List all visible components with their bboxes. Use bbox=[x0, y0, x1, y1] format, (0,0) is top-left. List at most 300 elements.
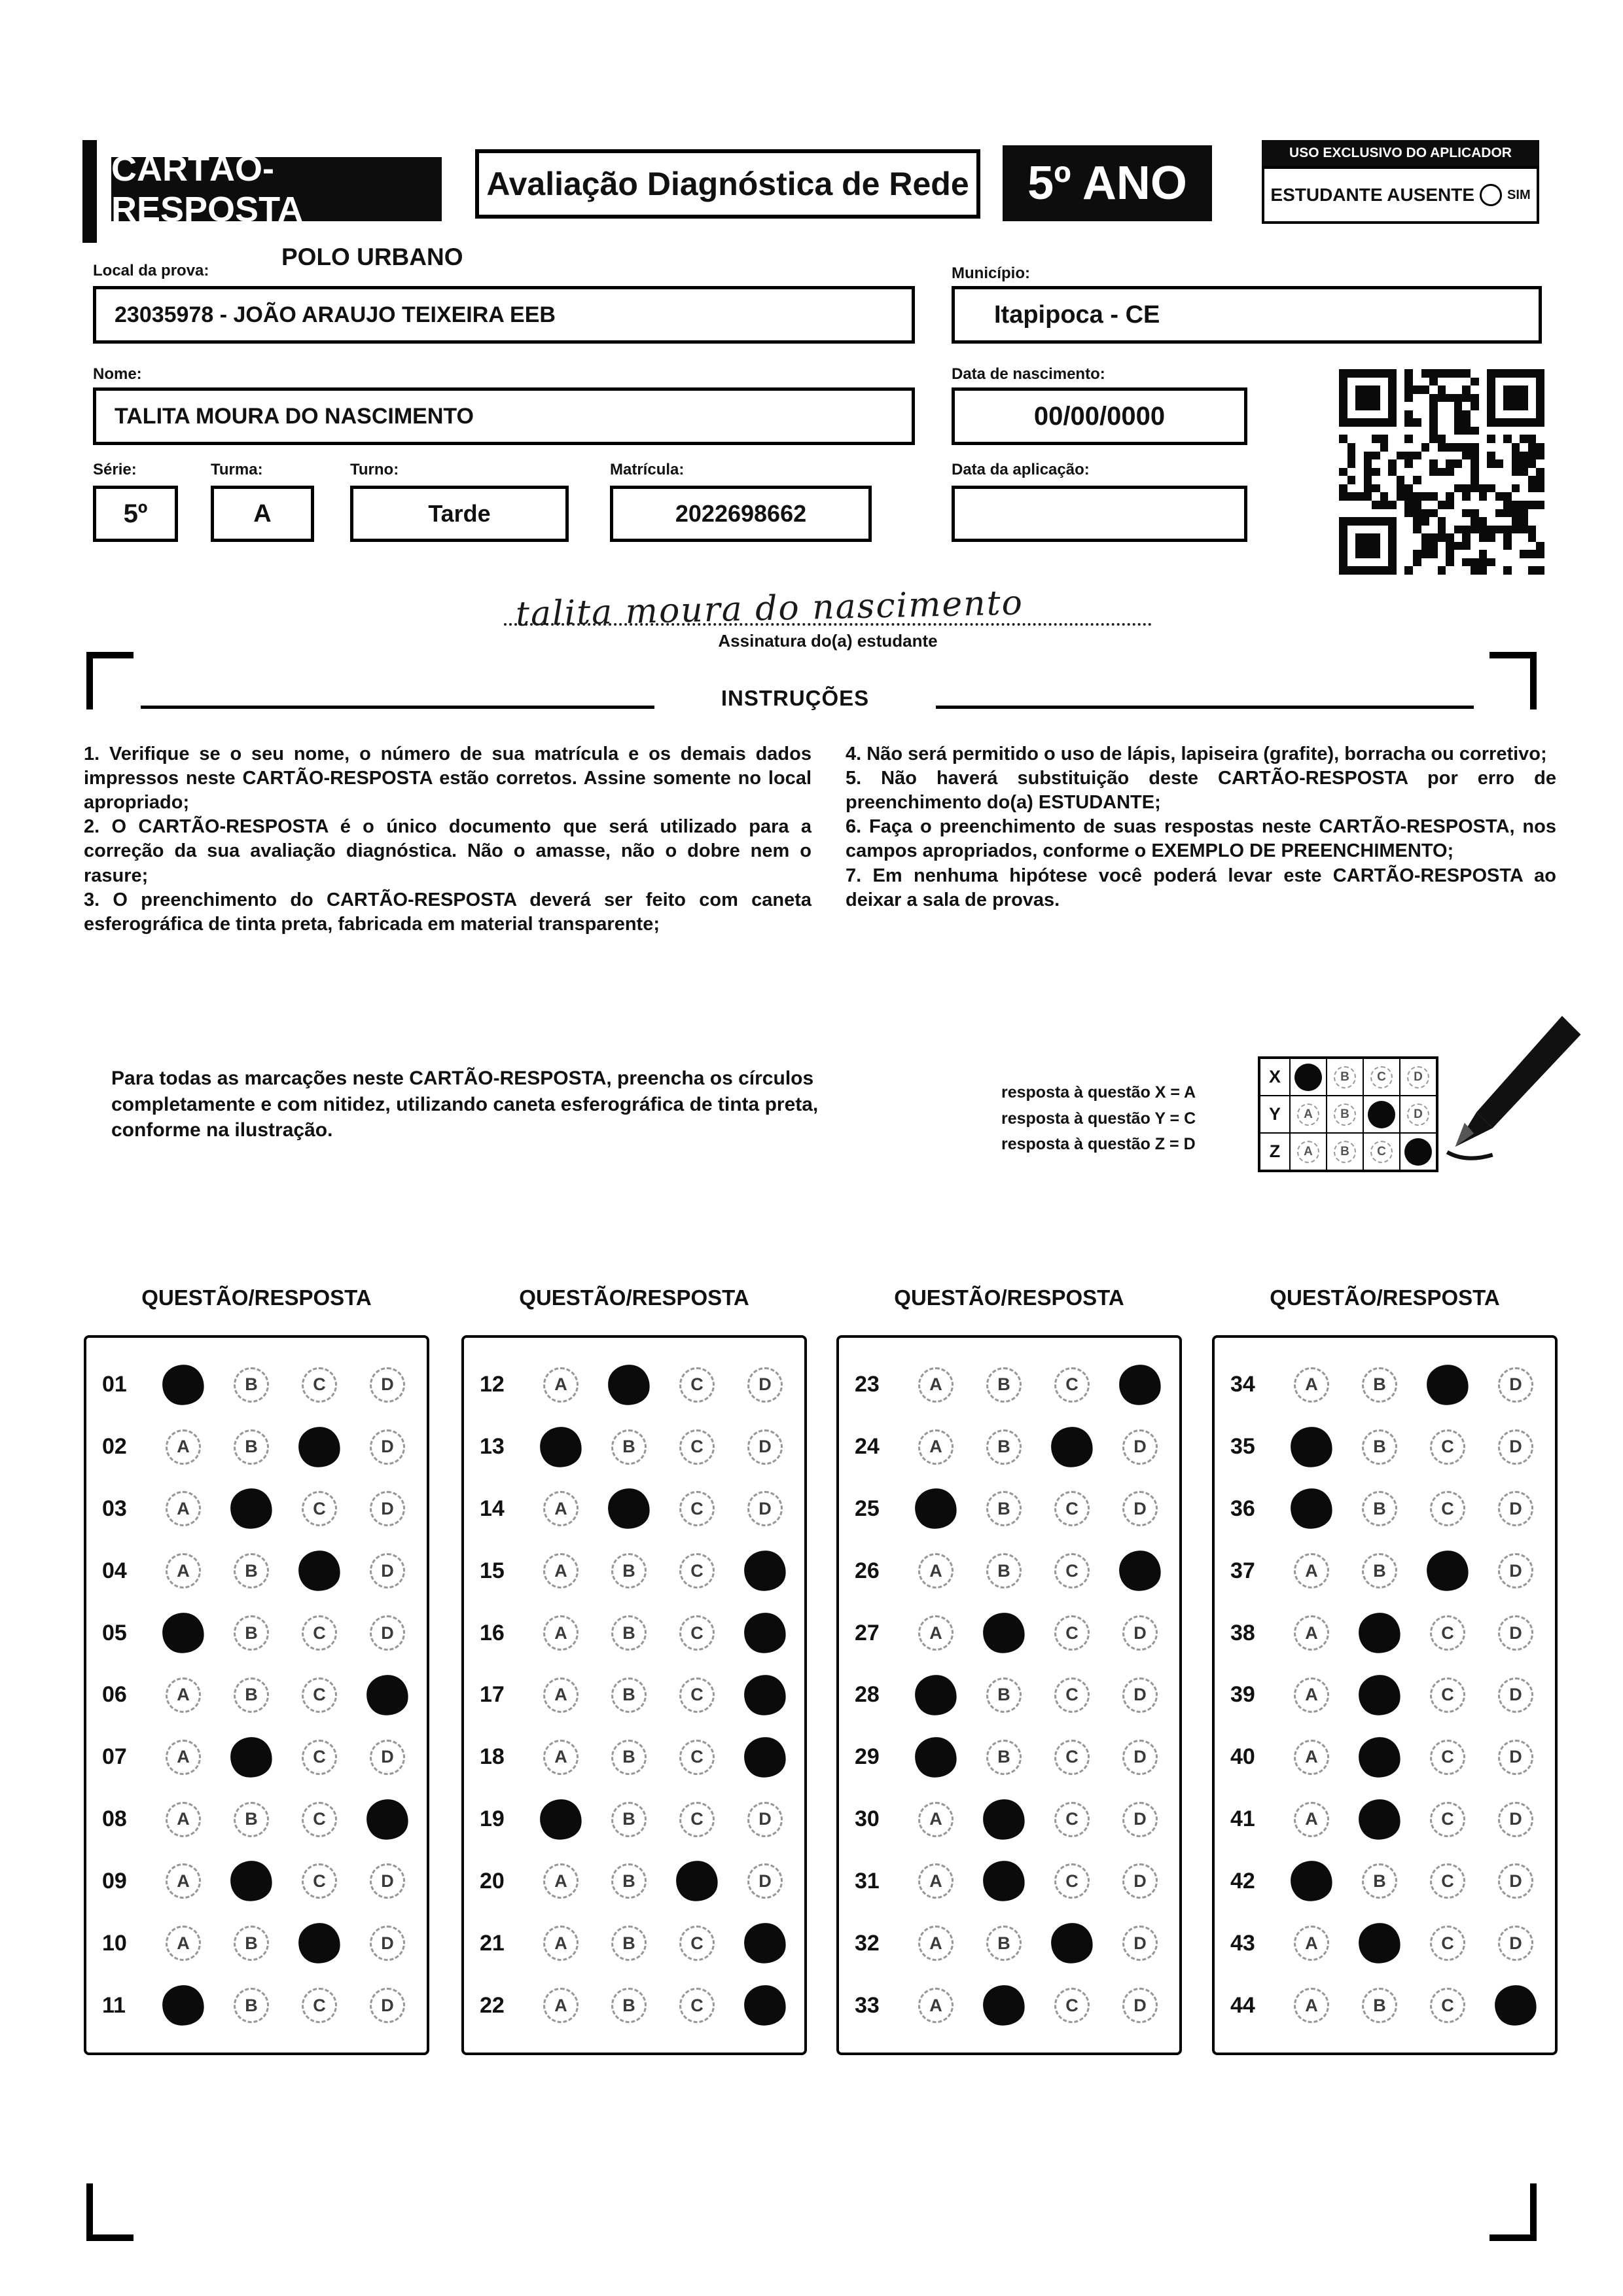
question-number: 40 bbox=[1230, 1744, 1255, 1770]
answer-slot bbox=[663, 1677, 731, 1713]
answer-slot bbox=[1038, 1863, 1106, 1899]
answer-bubble-07-b-filled[interactable] bbox=[228, 1734, 275, 1780]
answer-bubble-44-b[interactable]: B bbox=[1362, 1988, 1397, 2023]
answer-bubble-09-b-filled[interactable] bbox=[228, 1858, 275, 1904]
example-bubble: B bbox=[1334, 1066, 1356, 1088]
answer-bubble-02-a[interactable]: A bbox=[166, 1429, 201, 1465]
answer-bubble-10-a[interactable]: A bbox=[166, 1926, 201, 1961]
answer-slot bbox=[1346, 1429, 1414, 1465]
answer-bubble-32-d[interactable]: D bbox=[1122, 1926, 1158, 1961]
exam-title: Avaliação Diagnóstica de Rede bbox=[475, 149, 980, 219]
answer-bubble-13-a-filled[interactable] bbox=[537, 1424, 584, 1470]
answer-slot bbox=[970, 1553, 1038, 1588]
answer-bubble-04-a[interactable]: A bbox=[166, 1553, 201, 1588]
answer-bubble-16-a[interactable]: A bbox=[543, 1615, 579, 1651]
answer-slot bbox=[1414, 1429, 1482, 1465]
answer-slot bbox=[1414, 1365, 1482, 1405]
answer-slot bbox=[149, 1740, 217, 1775]
corner-mark-top-right bbox=[1489, 652, 1537, 709]
answer-bubble-05-a-filled[interactable] bbox=[160, 1610, 207, 1656]
answer-row-33 bbox=[847, 1985, 1179, 2026]
answer-bubble-23-b[interactable]: B bbox=[986, 1367, 1022, 1403]
answer-row-29 bbox=[847, 1737, 1179, 1778]
answer-bubble-24-c-filled[interactable] bbox=[1048, 1424, 1096, 1470]
answer-slot bbox=[595, 1863, 663, 1899]
answer-row-30 bbox=[847, 1799, 1179, 1840]
answer-bubble-13-b[interactable]: B bbox=[611, 1429, 647, 1465]
answer-bubble-22-b[interactable]: B bbox=[611, 1988, 647, 2023]
instructions-title: INSTRUÇÕES bbox=[721, 686, 870, 710]
answer-row-37 bbox=[1222, 1551, 1555, 1591]
answer-slot bbox=[1106, 1429, 1174, 1465]
answer-bubble-40-a[interactable]: A bbox=[1294, 1740, 1329, 1775]
answer-slot bbox=[217, 1615, 285, 1651]
answer-slot bbox=[149, 1863, 217, 1899]
answer-bubble-35-d[interactable]: D bbox=[1498, 1429, 1533, 1465]
answer-bubble-34-b[interactable]: B bbox=[1362, 1367, 1397, 1403]
answer-bubble-16-d-filled[interactable] bbox=[741, 1610, 789, 1656]
answer-bubble-07-c[interactable]: C bbox=[302, 1740, 337, 1775]
question-number: 11 bbox=[102, 1992, 126, 2018]
answer-slot bbox=[353, 1675, 421, 1715]
answer-bubble-15-b[interactable]: B bbox=[611, 1553, 647, 1588]
answer-bubble-09-c[interactable]: C bbox=[302, 1863, 337, 1899]
answer-slot bbox=[1038, 1740, 1106, 1775]
answer-bubble-23-a[interactable]: A bbox=[918, 1367, 954, 1403]
answer-bubble-40-d[interactable]: D bbox=[1498, 1740, 1533, 1775]
answer-slot bbox=[902, 1863, 970, 1899]
example-bubble: A bbox=[1297, 1141, 1319, 1163]
answer-slot bbox=[1038, 1491, 1106, 1526]
answer-bubble-11-c[interactable]: C bbox=[302, 1988, 337, 2023]
question-number: 09 bbox=[102, 1868, 127, 1893]
answer-slot bbox=[285, 1988, 353, 2023]
example-row-y bbox=[1260, 1096, 1436, 1133]
answer-bubble-13-d[interactable]: D bbox=[747, 1429, 783, 1465]
answer-bubble-27-b-filled[interactable] bbox=[980, 1610, 1027, 1656]
answer-bubble-01-c[interactable]: C bbox=[302, 1367, 337, 1403]
answer-bubble-34-c-filled[interactable] bbox=[1424, 1362, 1471, 1408]
answer-bubble-33-d[interactable]: D bbox=[1122, 1988, 1158, 2023]
answer-bubble-25-a-filled[interactable] bbox=[912, 1486, 959, 1532]
answer-row-21 bbox=[472, 1923, 804, 1964]
answer-slot bbox=[663, 1491, 731, 1526]
answer-bubble-25-d[interactable]: D bbox=[1122, 1491, 1158, 1526]
answer-bubble-38-d[interactable]: D bbox=[1498, 1615, 1533, 1651]
answer-bubble-12-c[interactable]: C bbox=[679, 1367, 715, 1403]
nome-label: Nome: bbox=[93, 365, 142, 383]
answer-bubble-29-c[interactable]: C bbox=[1054, 1740, 1090, 1775]
question-number: 42 bbox=[1230, 1868, 1255, 1893]
answer-bubble-35-a-filled[interactable] bbox=[1288, 1424, 1335, 1470]
instruction-item: 6. Faça o preenchimento de suas respostas neste CARTÃO-RESPOSTA, nos campos apropriados, conforme o EXEMPLO DE PREENCHIMENTO; bbox=[846, 816, 1556, 862]
answer-bubble-19-c[interactable]: C bbox=[679, 1802, 715, 1837]
answer-bubble-32-c-filled[interactable] bbox=[1048, 1920, 1096, 1966]
answer-slot bbox=[149, 1613, 217, 1653]
answer-bubble-25-c[interactable]: C bbox=[1054, 1491, 1090, 1526]
answer-bubble-17-d-filled[interactable] bbox=[741, 1672, 789, 1718]
answer-bubble-21-d-filled[interactable] bbox=[741, 1920, 789, 1966]
answer-row-16 bbox=[472, 1613, 804, 1653]
answer-slot bbox=[970, 1613, 1038, 1653]
answer-slot bbox=[149, 1802, 217, 1837]
answer-bubble-06-d-filled[interactable] bbox=[364, 1672, 411, 1718]
answer-bubble-07-a[interactable]: A bbox=[166, 1740, 201, 1775]
answer-row-35 bbox=[1222, 1427, 1555, 1467]
answer-bubble-28-c[interactable]: C bbox=[1054, 1677, 1090, 1713]
answer-bubble-33-c[interactable]: C bbox=[1054, 1988, 1090, 2023]
answer-slot bbox=[1482, 1615, 1550, 1651]
answer-bubble-13-c[interactable]: C bbox=[679, 1429, 715, 1465]
answer-bubble-31-a[interactable]: A bbox=[918, 1863, 954, 1899]
answer-bubble-37-d[interactable]: D bbox=[1498, 1553, 1533, 1588]
answer-bubble-05-b[interactable]: B bbox=[234, 1615, 269, 1651]
answer-bubble-30-c[interactable]: C bbox=[1054, 1802, 1090, 1837]
answer-bubble-28-b[interactable]: B bbox=[986, 1677, 1022, 1713]
answer-bubble-38-c[interactable]: C bbox=[1430, 1615, 1465, 1651]
answer-bubble-08-a[interactable]: A bbox=[166, 1802, 201, 1837]
answer-bubble-44-c[interactable]: C bbox=[1430, 1988, 1465, 2023]
answer-bubble-04-d[interactable]: D bbox=[370, 1553, 405, 1588]
question-number: 35 bbox=[1230, 1434, 1255, 1460]
answer-slot bbox=[595, 1429, 663, 1465]
answer-bubble-03-b-filled[interactable] bbox=[228, 1486, 275, 1532]
answer-bubble-11-a-filled[interactable] bbox=[160, 1982, 207, 2028]
answer-slot bbox=[1482, 1802, 1550, 1837]
answers-column-title-1: QUESTÃO/RESPOSTA bbox=[141, 1285, 372, 1310]
answer-bubble-19-b[interactable]: B bbox=[611, 1802, 647, 1837]
answer-bubble-01-a-filled[interactable] bbox=[160, 1362, 207, 1408]
answer-bubble-28-d[interactable]: D bbox=[1122, 1677, 1158, 1713]
answer-slot bbox=[1038, 1802, 1106, 1837]
answer-bubble-24-b[interactable]: B bbox=[986, 1429, 1022, 1465]
answer-bubble-27-c[interactable]: C bbox=[1054, 1615, 1090, 1651]
answer-bubble-39-d[interactable]: D bbox=[1498, 1677, 1533, 1713]
answer-bubble-23-c[interactable]: C bbox=[1054, 1367, 1090, 1403]
answer-slot bbox=[353, 1615, 421, 1651]
answer-bubble-43-d[interactable]: D bbox=[1498, 1926, 1533, 1961]
answer-bubble-07-d[interactable]: D bbox=[370, 1740, 405, 1775]
answer-bubble-20-d[interactable]: D bbox=[747, 1863, 783, 1899]
aplicacao-field[interactable] bbox=[952, 486, 1247, 542]
answer-slot bbox=[595, 1677, 663, 1713]
answer-bubble-15-a[interactable]: A bbox=[543, 1553, 579, 1588]
answer-bubble-38-a[interactable]: A bbox=[1294, 1615, 1329, 1651]
answer-bubble-40-b-filled[interactable] bbox=[1356, 1734, 1403, 1780]
answer-bubble-34-a[interactable]: A bbox=[1294, 1367, 1329, 1403]
answer-slot bbox=[285, 1740, 353, 1775]
answer-slot bbox=[1106, 1491, 1174, 1526]
answer-bubble-42-a-filled[interactable] bbox=[1288, 1858, 1335, 1904]
answer-bubble-14-d[interactable]: D bbox=[747, 1491, 783, 1526]
answers-column-4 bbox=[1212, 1335, 1558, 2055]
answer-bubble-29-d[interactable]: D bbox=[1122, 1740, 1158, 1775]
answer-bubble-01-b[interactable]: B bbox=[234, 1367, 269, 1403]
student-absent-box bbox=[1262, 166, 1539, 224]
answer-slot bbox=[1277, 1615, 1346, 1651]
answer-slot bbox=[595, 1988, 663, 2023]
answer-bubble-14-a[interactable]: A bbox=[543, 1491, 579, 1526]
answer-bubble-09-a[interactable]: A bbox=[166, 1863, 201, 1899]
answer-slot bbox=[353, 1491, 421, 1526]
answer-bubble-09-d[interactable]: D bbox=[370, 1863, 405, 1899]
answer-slot bbox=[663, 1740, 731, 1775]
answer-bubble-35-b[interactable]: B bbox=[1362, 1429, 1397, 1465]
answer-bubble-19-d[interactable]: D bbox=[747, 1802, 783, 1837]
answer-bubble-34-d[interactable]: D bbox=[1498, 1367, 1533, 1403]
answer-bubble-22-d-filled[interactable] bbox=[741, 1982, 789, 2028]
answer-bubble-05-c[interactable]: C bbox=[302, 1615, 337, 1651]
answer-bubble-39-b-filled[interactable] bbox=[1356, 1672, 1403, 1718]
answer-row-38 bbox=[1222, 1613, 1555, 1653]
answer-bubble-10-b[interactable]: B bbox=[234, 1926, 269, 1961]
answer-bubble-41-a[interactable]: A bbox=[1294, 1802, 1329, 1837]
answer-bubble-02-d[interactable]: D bbox=[370, 1429, 405, 1465]
municipio-field[interactable] bbox=[952, 286, 1542, 344]
answer-bubble-18-d-filled[interactable] bbox=[741, 1734, 789, 1780]
answer-bubble-41-d[interactable]: D bbox=[1498, 1802, 1533, 1837]
answer-bubble-04-c-filled[interactable] bbox=[296, 1548, 343, 1594]
answer-bubble-14-b-filled[interactable] bbox=[605, 1486, 652, 1532]
answer-bubble-43-c[interactable]: C bbox=[1430, 1926, 1465, 1961]
answer-bubble-41-b-filled[interactable] bbox=[1356, 1796, 1403, 1842]
answer-bubble-29-b[interactable]: B bbox=[986, 1740, 1022, 1775]
answer-bubble-10-d[interactable]: D bbox=[370, 1926, 405, 1961]
answer-bubble-36-b[interactable]: B bbox=[1362, 1491, 1397, 1526]
answer-slot bbox=[663, 1861, 731, 1901]
answer-bubble-12-b-filled[interactable] bbox=[605, 1362, 652, 1408]
answer-bubble-21-b[interactable]: B bbox=[611, 1926, 647, 1961]
answer-bubble-14-c[interactable]: C bbox=[679, 1491, 715, 1526]
answer-bubble-43-a[interactable]: A bbox=[1294, 1926, 1329, 1961]
example-bubble: A bbox=[1297, 1103, 1319, 1126]
answer-bubble-06-b[interactable]: B bbox=[234, 1677, 269, 1713]
answer-bubble-22-c[interactable]: C bbox=[679, 1988, 715, 2023]
answer-bubble-08-c[interactable]: C bbox=[302, 1802, 337, 1837]
answer-bubble-21-a[interactable]: A bbox=[543, 1926, 579, 1961]
answer-bubble-30-a[interactable]: A bbox=[918, 1802, 954, 1837]
answer-slot bbox=[1414, 1740, 1482, 1775]
answer-row-17 bbox=[472, 1675, 804, 1715]
answer-bubble-32-a[interactable]: A bbox=[918, 1926, 954, 1961]
answer-slot bbox=[1482, 1740, 1550, 1775]
answer-slot bbox=[902, 1675, 970, 1715]
answer-bubble-40-c[interactable]: C bbox=[1430, 1740, 1465, 1775]
answer-bubble-22-a[interactable]: A bbox=[543, 1988, 579, 2023]
answer-slot bbox=[527, 1926, 595, 1961]
answer-bubble-26-d-filled[interactable] bbox=[1116, 1548, 1164, 1594]
answer-slot bbox=[149, 1429, 217, 1465]
answer-slot bbox=[1414, 1491, 1482, 1526]
answer-bubble-23-d-filled[interactable] bbox=[1116, 1362, 1164, 1408]
answer-bubble-39-c[interactable]: C bbox=[1430, 1677, 1465, 1713]
question-number: 03 bbox=[102, 1496, 127, 1521]
answer-bubble-36-d[interactable]: D bbox=[1498, 1491, 1533, 1526]
local-label: Local da prova: bbox=[93, 262, 209, 279]
answer-bubble-03-a[interactable]: A bbox=[166, 1491, 201, 1526]
answer-bubble-03-c[interactable]: C bbox=[302, 1491, 337, 1526]
answer-row-26 bbox=[847, 1551, 1179, 1591]
answer-slot bbox=[731, 1367, 799, 1403]
matricula-label: Matrícula: bbox=[610, 461, 685, 478]
answer-bubble-39-a[interactable]: A bbox=[1294, 1677, 1329, 1713]
answer-bubble-29-a-filled[interactable] bbox=[912, 1734, 959, 1780]
answer-row-27 bbox=[847, 1613, 1179, 1653]
answer-bubble-35-c[interactable]: C bbox=[1430, 1429, 1465, 1465]
answer-slot bbox=[1414, 1926, 1482, 1961]
instructions-right-column bbox=[846, 742, 1556, 912]
answer-slot bbox=[285, 1677, 353, 1713]
answer-bubble-10-c-filled[interactable] bbox=[296, 1920, 343, 1966]
answer-bubble-21-c[interactable]: C bbox=[679, 1926, 715, 1961]
answer-bubble-15-c[interactable]: C bbox=[679, 1553, 715, 1588]
question-number: 32 bbox=[855, 1930, 880, 1956]
answer-bubble-36-c[interactable]: C bbox=[1430, 1491, 1465, 1526]
question-number: 25 bbox=[855, 1496, 880, 1521]
question-number: 29 bbox=[855, 1744, 880, 1770]
answer-row-10 bbox=[94, 1923, 427, 1964]
question-number: 13 bbox=[480, 1434, 505, 1460]
answer-slot bbox=[595, 1802, 663, 1837]
answer-bubble-06-c[interactable]: C bbox=[302, 1677, 337, 1713]
answer-bubble-26-b[interactable]: B bbox=[986, 1553, 1022, 1588]
answer-bubble-06-a[interactable]: A bbox=[166, 1677, 201, 1713]
example-bubble: C bbox=[1370, 1066, 1393, 1088]
school-field[interactable] bbox=[93, 286, 915, 344]
answer-bubble-27-a[interactable]: A bbox=[918, 1615, 954, 1651]
answer-bubble-33-b-filled[interactable] bbox=[980, 1982, 1027, 2028]
serie-label: Série: bbox=[93, 461, 137, 478]
answer-bubble-17-c[interactable]: C bbox=[679, 1677, 715, 1713]
absent-bubble[interactable] bbox=[1480, 184, 1502, 206]
answer-slot bbox=[663, 1553, 731, 1588]
answer-row-41 bbox=[1222, 1799, 1555, 1840]
nascimento-field[interactable] bbox=[952, 387, 1247, 445]
answer-bubble-19-a-filled[interactable] bbox=[537, 1796, 584, 1842]
answer-bubble-36-a-filled[interactable] bbox=[1288, 1486, 1335, 1532]
answer-slot bbox=[970, 1799, 1038, 1840]
answer-bubble-05-d[interactable]: D bbox=[370, 1615, 405, 1651]
answer-slot bbox=[1277, 1367, 1346, 1403]
answer-bubble-42-b[interactable]: B bbox=[1362, 1863, 1397, 1899]
instructions-left-column bbox=[84, 742, 812, 937]
answer-bubble-20-c-filled[interactable] bbox=[673, 1858, 721, 1904]
answer-slot bbox=[527, 1799, 595, 1840]
answer-slot bbox=[217, 1988, 285, 2023]
answer-bubble-27-d[interactable]: D bbox=[1122, 1615, 1158, 1651]
answer-bubble-18-c[interactable]: C bbox=[679, 1740, 715, 1775]
answer-bubble-11-b[interactable]: B bbox=[234, 1988, 269, 2023]
question-number: 16 bbox=[480, 1620, 505, 1645]
answer-slot bbox=[1106, 1551, 1174, 1591]
signature-line[interactable] bbox=[504, 575, 1152, 634]
answer-bubble-20-a[interactable]: A bbox=[543, 1863, 579, 1899]
answer-bubble-17-b[interactable]: B bbox=[611, 1677, 647, 1713]
turno-field[interactable] bbox=[350, 486, 569, 542]
answer-bubble-04-b[interactable]: B bbox=[234, 1553, 269, 1588]
answer-bubble-12-d[interactable]: D bbox=[747, 1367, 783, 1403]
nascimento-label: Data de nascimento: bbox=[952, 365, 1105, 383]
answer-bubble-11-d[interactable]: D bbox=[370, 1988, 405, 2023]
answer-bubble-37-b[interactable]: B bbox=[1362, 1553, 1397, 1588]
answer-bubble-26-c[interactable]: C bbox=[1054, 1553, 1090, 1588]
answer-bubble-01-d[interactable]: D bbox=[370, 1367, 405, 1403]
answer-slot bbox=[353, 1799, 421, 1840]
answer-bubble-31-d[interactable]: D bbox=[1122, 1863, 1158, 1899]
answer-slot bbox=[285, 1427, 353, 1467]
answer-bubble-08-d-filled[interactable] bbox=[364, 1796, 411, 1842]
answer-bubble-37-c-filled[interactable] bbox=[1424, 1548, 1471, 1594]
answer-bubble-38-b-filled[interactable] bbox=[1356, 1610, 1403, 1656]
answer-bubble-18-b[interactable]: B bbox=[611, 1740, 647, 1775]
answer-slot bbox=[527, 1988, 595, 2023]
answer-bubble-16-c[interactable]: C bbox=[679, 1615, 715, 1651]
answer-bubble-17-a[interactable]: A bbox=[543, 1677, 579, 1713]
answer-bubble-15-d-filled[interactable] bbox=[741, 1548, 789, 1594]
answer-bubble-28-a-filled[interactable] bbox=[912, 1672, 959, 1718]
answer-slot bbox=[149, 1553, 217, 1588]
answer-slot bbox=[970, 1367, 1038, 1403]
answer-slot bbox=[1346, 1367, 1414, 1403]
answer-bubble-33-a[interactable]: A bbox=[918, 1988, 954, 2023]
pen-icon bbox=[1419, 1013, 1582, 1174]
answer-bubble-20-b[interactable]: B bbox=[611, 1863, 647, 1899]
answer-bubble-41-c[interactable]: C bbox=[1430, 1802, 1465, 1837]
municipio-label: Município: bbox=[952, 264, 1030, 282]
answer-bubble-03-d[interactable]: D bbox=[370, 1491, 405, 1526]
answer-bubble-18-a[interactable]: A bbox=[543, 1740, 579, 1775]
answer-bubble-32-b[interactable]: B bbox=[986, 1926, 1022, 1961]
answer-row-04 bbox=[94, 1551, 427, 1591]
answer-bubble-31-b-filled[interactable] bbox=[980, 1858, 1027, 1904]
turno-value: Tarde bbox=[428, 500, 491, 527]
answer-bubble-24-a[interactable]: A bbox=[918, 1429, 954, 1465]
answer-bubble-02-b[interactable]: B bbox=[234, 1429, 269, 1465]
answer-bubble-44-a[interactable]: A bbox=[1294, 1988, 1329, 2023]
answer-bubble-25-b[interactable]: B bbox=[986, 1491, 1022, 1526]
nascimento-value: 00/00/0000 bbox=[1033, 401, 1166, 431]
question-number: 17 bbox=[480, 1682, 505, 1708]
question-number: 41 bbox=[1230, 1806, 1255, 1832]
answer-slot bbox=[1482, 1367, 1550, 1403]
matricula-field[interactable] bbox=[610, 486, 872, 542]
serie-field[interactable] bbox=[93, 486, 178, 542]
answer-bubble-24-d[interactable]: D bbox=[1122, 1429, 1158, 1465]
answer-bubble-42-c[interactable]: C bbox=[1430, 1863, 1465, 1899]
question-number: 08 bbox=[102, 1806, 127, 1832]
answer-bubble-30-b-filled[interactable] bbox=[980, 1796, 1027, 1842]
answer-bubble-16-b[interactable]: B bbox=[611, 1615, 647, 1651]
answer-row-36 bbox=[1222, 1488, 1555, 1529]
turma-label: Turma: bbox=[211, 461, 263, 478]
turma-field[interactable] bbox=[211, 486, 314, 542]
answer-bubble-26-a[interactable]: A bbox=[918, 1553, 954, 1588]
nome-field[interactable] bbox=[93, 387, 915, 445]
answer-bubble-44-d-filled[interactable] bbox=[1492, 1982, 1539, 2028]
answer-bubble-02-c-filled[interactable] bbox=[296, 1424, 343, 1470]
answer-bubble-42-d[interactable]: D bbox=[1498, 1863, 1533, 1899]
answer-bubble-43-b-filled[interactable] bbox=[1356, 1920, 1403, 1966]
answer-bubble-31-c[interactable]: C bbox=[1054, 1863, 1090, 1899]
answer-slot bbox=[1346, 1799, 1414, 1840]
answer-bubble-37-a[interactable]: A bbox=[1294, 1553, 1329, 1588]
question-number: 10 bbox=[102, 1930, 127, 1956]
answer-bubble-12-a[interactable]: A bbox=[543, 1367, 579, 1403]
answer-bubble-30-d[interactable]: D bbox=[1122, 1802, 1158, 1837]
answer-bubble-08-b[interactable]: B bbox=[234, 1802, 269, 1837]
example-cell bbox=[1327, 1058, 1363, 1096]
example-grid bbox=[1258, 1056, 1438, 1172]
